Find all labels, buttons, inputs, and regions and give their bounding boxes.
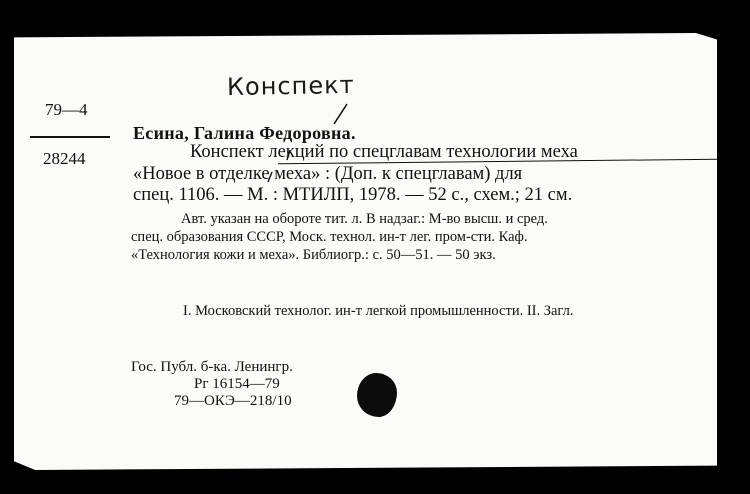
title-line-1: Конспект лекций по спецглавам технологии меха [190, 142, 578, 162]
tracings: I. Московский технолог. ин-т легкой промышленности. II. Загл. [183, 303, 574, 319]
author-heading: Есина, Галина Федоровна. [133, 123, 356, 143]
ink-blot-mark [357, 373, 397, 417]
handwritten-annotation: Конспект [226, 70, 355, 102]
title-line-2: «Новое в отделке меха» : (Доп. к спецглавам) для [133, 164, 523, 184]
library-line-1: Гос. Публ. б-ка. Ленингр. [131, 359, 293, 375]
call-number-top: 79—4 [45, 100, 88, 119]
title-line-3: спец. 1106. — М. : МТИЛП, 1978. — 52 с., схем.; 21 см. [133, 185, 573, 205]
notes-line-3: «Технология кожи и меха». Библиогр.: с. 50—51. — 50 экз. [131, 247, 496, 263]
notes-line-1: Авт. указан на обороте тит. л. В надзаг.: М-во высш. и сред. [181, 211, 548, 227]
library-line-3: 79—ОКЭ—218/10 [174, 393, 292, 409]
notes-line-2: спец. образования СССР, Моск. технол. ин-т лег. пром-сти. Каф. [131, 229, 528, 245]
call-number-divider [30, 136, 110, 138]
call-number-bottom: 28244 [43, 149, 86, 168]
library-line-2: Рг 16154—79 [194, 376, 280, 392]
